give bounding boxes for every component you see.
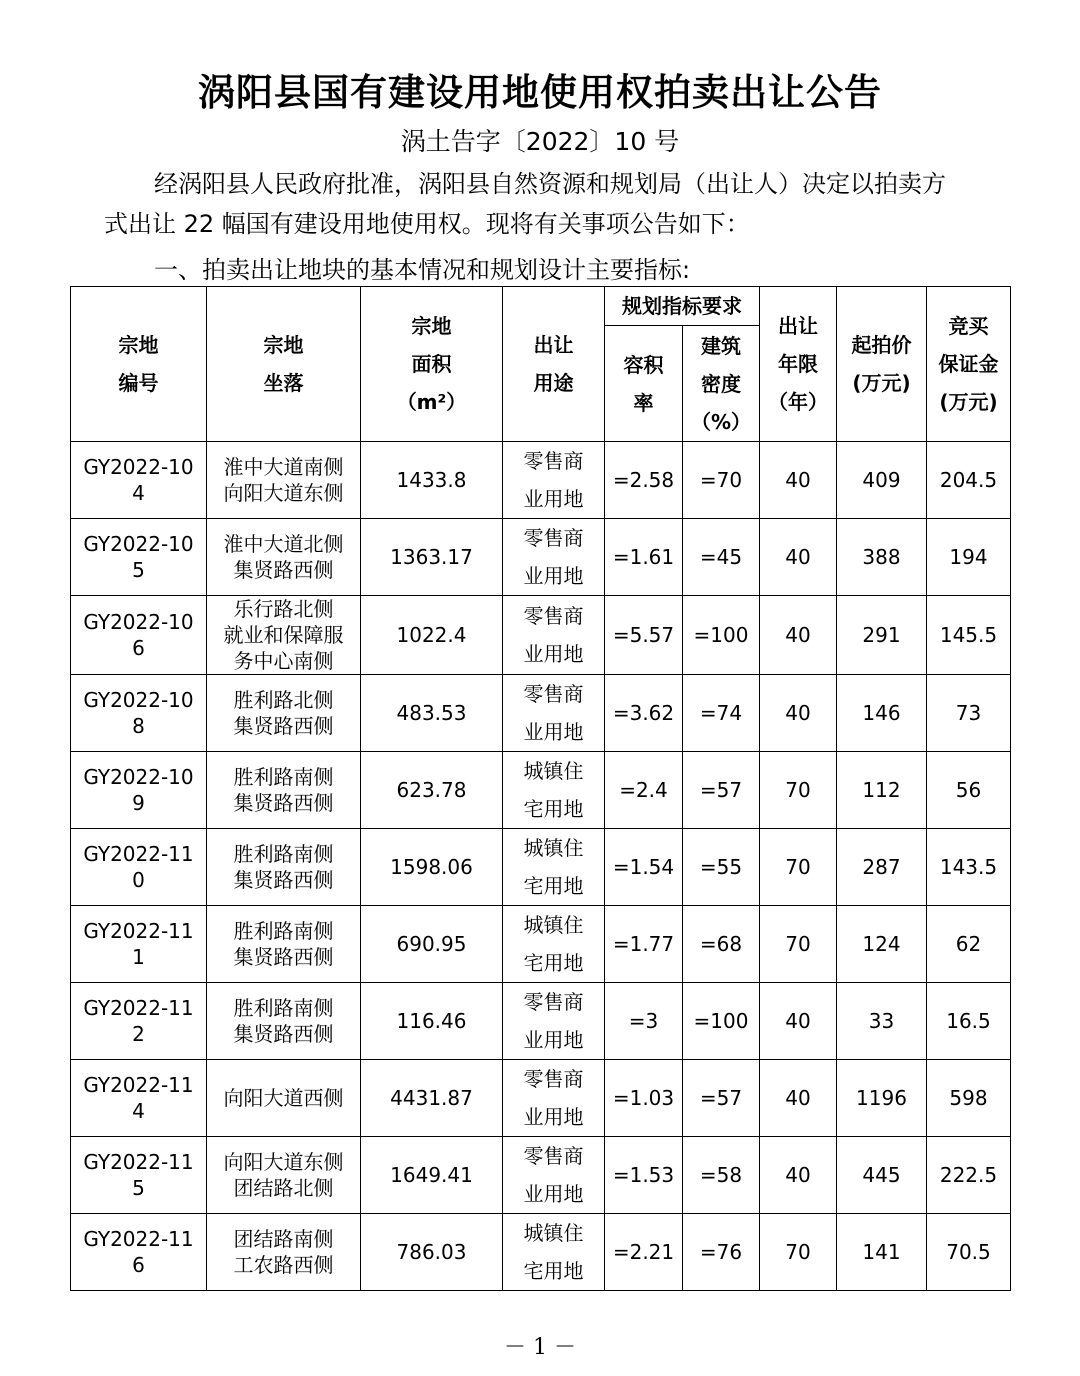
- cell-term: 40: [760, 596, 837, 675]
- cell-term: 40: [760, 675, 837, 752]
- intro-line-2: 式出让 22 幅国有建设用地使用权。现将有关事项公告如下：: [104, 210, 750, 238]
- cell-location: 团结路南侧 工农路西侧: [207, 1214, 361, 1291]
- page-number: － 1 －: [504, 1335, 576, 1360]
- cell-area: 483.53: [361, 675, 503, 752]
- cell-area: 4431.87: [361, 1060, 503, 1137]
- header-parcel-no: 宗地 编号: [71, 287, 207, 442]
- cell-deposit: 598: [927, 1060, 1011, 1137]
- cell-use: 零售商 业用地: [503, 1060, 605, 1137]
- cell-location: 向阳大道东侧 团结路北侧: [207, 1137, 361, 1214]
- cell-parcel-no: GY2022-11 5: [71, 1137, 207, 1214]
- table-row: [71, 1214, 1011, 1291]
- cell-location: 胜利路南侧 集贤路西侧: [207, 983, 361, 1060]
- cell-location: 乐行路北侧 就业和保障服 务中心南侧: [207, 596, 361, 675]
- cell-location: 向阳大道西侧: [207, 1060, 361, 1137]
- cell-term: 40: [760, 1137, 837, 1214]
- cell-area: 786.03: [361, 1214, 503, 1291]
- header-use: 出让 用途: [503, 287, 605, 442]
- cell-start-price: 112: [837, 752, 927, 829]
- cell-start-price: 124: [837, 906, 927, 983]
- cell-parcel-no: GY2022-10 9: [71, 752, 207, 829]
- cell-term: 40: [760, 983, 837, 1060]
- cell-start-price: 388: [837, 519, 927, 596]
- table-row: [71, 596, 1011, 675]
- cell-density: =100: [683, 596, 760, 675]
- cell-far: =2.4: [605, 752, 683, 829]
- cell-location: 淮中大道南侧 向阳大道东侧: [207, 442, 361, 519]
- intro-line-1: 经涡阳县人民政府批准，涡阳县自然资源和规划局（出让人）决定以拍卖方: [154, 170, 946, 198]
- cell-deposit: 143.5: [927, 829, 1011, 906]
- cell-use: 城镇住 宅用地: [503, 1214, 605, 1291]
- table-row: [71, 829, 1011, 906]
- table-row: [71, 906, 1011, 983]
- table-row: [71, 1060, 1011, 1137]
- cell-area: 1433.8: [361, 442, 503, 519]
- header-start-price: 起拍价 (万元): [837, 287, 927, 442]
- table-row: [71, 442, 1011, 519]
- document-title: 涡阳县国有建设用地使用权拍卖出让公告: [198, 71, 882, 114]
- cell-density: =68: [683, 906, 760, 983]
- cell-parcel-no: GY2022-11 2: [71, 983, 207, 1060]
- cell-use: 零售商 业用地: [503, 442, 605, 519]
- cell-far: =5.57: [605, 596, 683, 675]
- header-location: 宗地 坐落: [207, 287, 361, 442]
- cell-density: =76: [683, 1214, 760, 1291]
- cell-density: =74: [683, 675, 760, 752]
- cell-deposit: 70.5: [927, 1214, 1011, 1291]
- cell-parcel-no: GY2022-10 4: [71, 442, 207, 519]
- cell-use: 零售商 业用地: [503, 675, 605, 752]
- cell-deposit: 204.5: [927, 442, 1011, 519]
- cell-start-price: 291: [837, 596, 927, 675]
- cell-far: =1.03: [605, 1060, 683, 1137]
- cell-start-price: 445: [837, 1137, 927, 1214]
- cell-density: =57: [683, 752, 760, 829]
- intro-paragraph: [104, 164, 984, 244]
- table-row: [71, 519, 1011, 596]
- cell-term: 40: [760, 1060, 837, 1137]
- cell-deposit: 16.5: [927, 983, 1011, 1060]
- cell-parcel-no: GY2022-10 6: [71, 596, 207, 675]
- cell-location: 胜利路南侧 集贤路西侧: [207, 829, 361, 906]
- cell-term: 70: [760, 906, 837, 983]
- cell-start-price: 409: [837, 442, 927, 519]
- cell-use: 零售商 业用地: [503, 596, 605, 675]
- cell-deposit: 194: [927, 519, 1011, 596]
- section-heading: 一、拍卖出让地块的基本情况和规划设计主要指标:: [154, 256, 691, 284]
- cell-far: =3: [605, 983, 683, 1060]
- cell-start-price: 141: [837, 1214, 927, 1291]
- cell-location: 淮中大道北侧 集贤路西侧: [207, 519, 361, 596]
- cell-parcel-no: GY2022-11 6: [71, 1214, 207, 1291]
- header-far: 容积 率: [605, 326, 683, 442]
- cell-deposit: 73: [927, 675, 1011, 752]
- cell-far: =1.61: [605, 519, 683, 596]
- cell-use: 零售商 业用地: [503, 1137, 605, 1214]
- table-row: [71, 983, 1011, 1060]
- cell-area: 1598.06: [361, 829, 503, 906]
- cell-location: 胜利路南侧 集贤路西侧: [207, 752, 361, 829]
- cell-term: 40: [760, 519, 837, 596]
- header-deposit: 竞买 保证金 (万元): [927, 287, 1011, 442]
- cell-parcel-no: GY2022-11 4: [71, 1060, 207, 1137]
- cell-area: 116.46: [361, 983, 503, 1060]
- table-row: [71, 675, 1011, 752]
- cell-location: 胜利路南侧 集贤路西侧: [207, 906, 361, 983]
- cell-far: =3.62: [605, 675, 683, 752]
- cell-density: =58: [683, 1137, 760, 1214]
- cell-deposit: 222.5: [927, 1137, 1011, 1214]
- cell-start-price: 33: [837, 983, 927, 1060]
- cell-parcel-no: GY2022-10 5: [71, 519, 207, 596]
- cell-parcel-no: GY2022-10 8: [71, 675, 207, 752]
- cell-deposit: 62: [927, 906, 1011, 983]
- cell-area: 623.78: [361, 752, 503, 829]
- cell-use: 零售商 业用地: [503, 519, 605, 596]
- cell-term: 70: [760, 1214, 837, 1291]
- cell-far: =1.54: [605, 829, 683, 906]
- cell-term: 40: [760, 442, 837, 519]
- header-density: 建筑 密度 （%）: [683, 326, 760, 442]
- cell-density: =45: [683, 519, 760, 596]
- table-row: [71, 752, 1011, 829]
- cell-term: 70: [760, 829, 837, 906]
- cell-density: =70: [683, 442, 760, 519]
- cell-start-price: 1196: [837, 1060, 927, 1137]
- cell-start-price: 287: [837, 829, 927, 906]
- cell-density: =100: [683, 983, 760, 1060]
- cell-use: 城镇住 宅用地: [503, 752, 605, 829]
- cell-far: =1.53: [605, 1137, 683, 1214]
- header-area: 宗地 面积 （m²）: [361, 287, 503, 442]
- cell-parcel-no: GY2022-11 1: [71, 906, 207, 983]
- cell-parcel-no: GY2022-11 0: [71, 829, 207, 906]
- cell-deposit: 56: [927, 752, 1011, 829]
- header-planning-group: 规划指标要求: [605, 287, 760, 326]
- cell-area: 690.95: [361, 906, 503, 983]
- cell-deposit: 145.5: [927, 596, 1011, 675]
- cell-start-price: 146: [837, 675, 927, 752]
- header-term: 出让 年限 （年）: [760, 287, 837, 442]
- cell-far: =2.58: [605, 442, 683, 519]
- cell-term: 70: [760, 752, 837, 829]
- parcel-table: [70, 286, 1011, 1291]
- cell-area: 1649.41: [361, 1137, 503, 1214]
- cell-density: =55: [683, 829, 760, 906]
- cell-use: 零售商 业用地: [503, 983, 605, 1060]
- document-number: 涡土告字〔2022〕10 号: [400, 127, 680, 156]
- cell-location: 胜利路北侧 集贤路西侧: [207, 675, 361, 752]
- cell-density: =57: [683, 1060, 760, 1137]
- cell-area: 1363.17: [361, 519, 503, 596]
- table-row: [71, 1137, 1011, 1214]
- cell-area: 1022.4: [361, 596, 503, 675]
- cell-far: =1.77: [605, 906, 683, 983]
- cell-far: =2.21: [605, 1214, 683, 1291]
- cell-use: 城镇住 宅用地: [503, 829, 605, 906]
- cell-use: 城镇住 宅用地: [503, 906, 605, 983]
